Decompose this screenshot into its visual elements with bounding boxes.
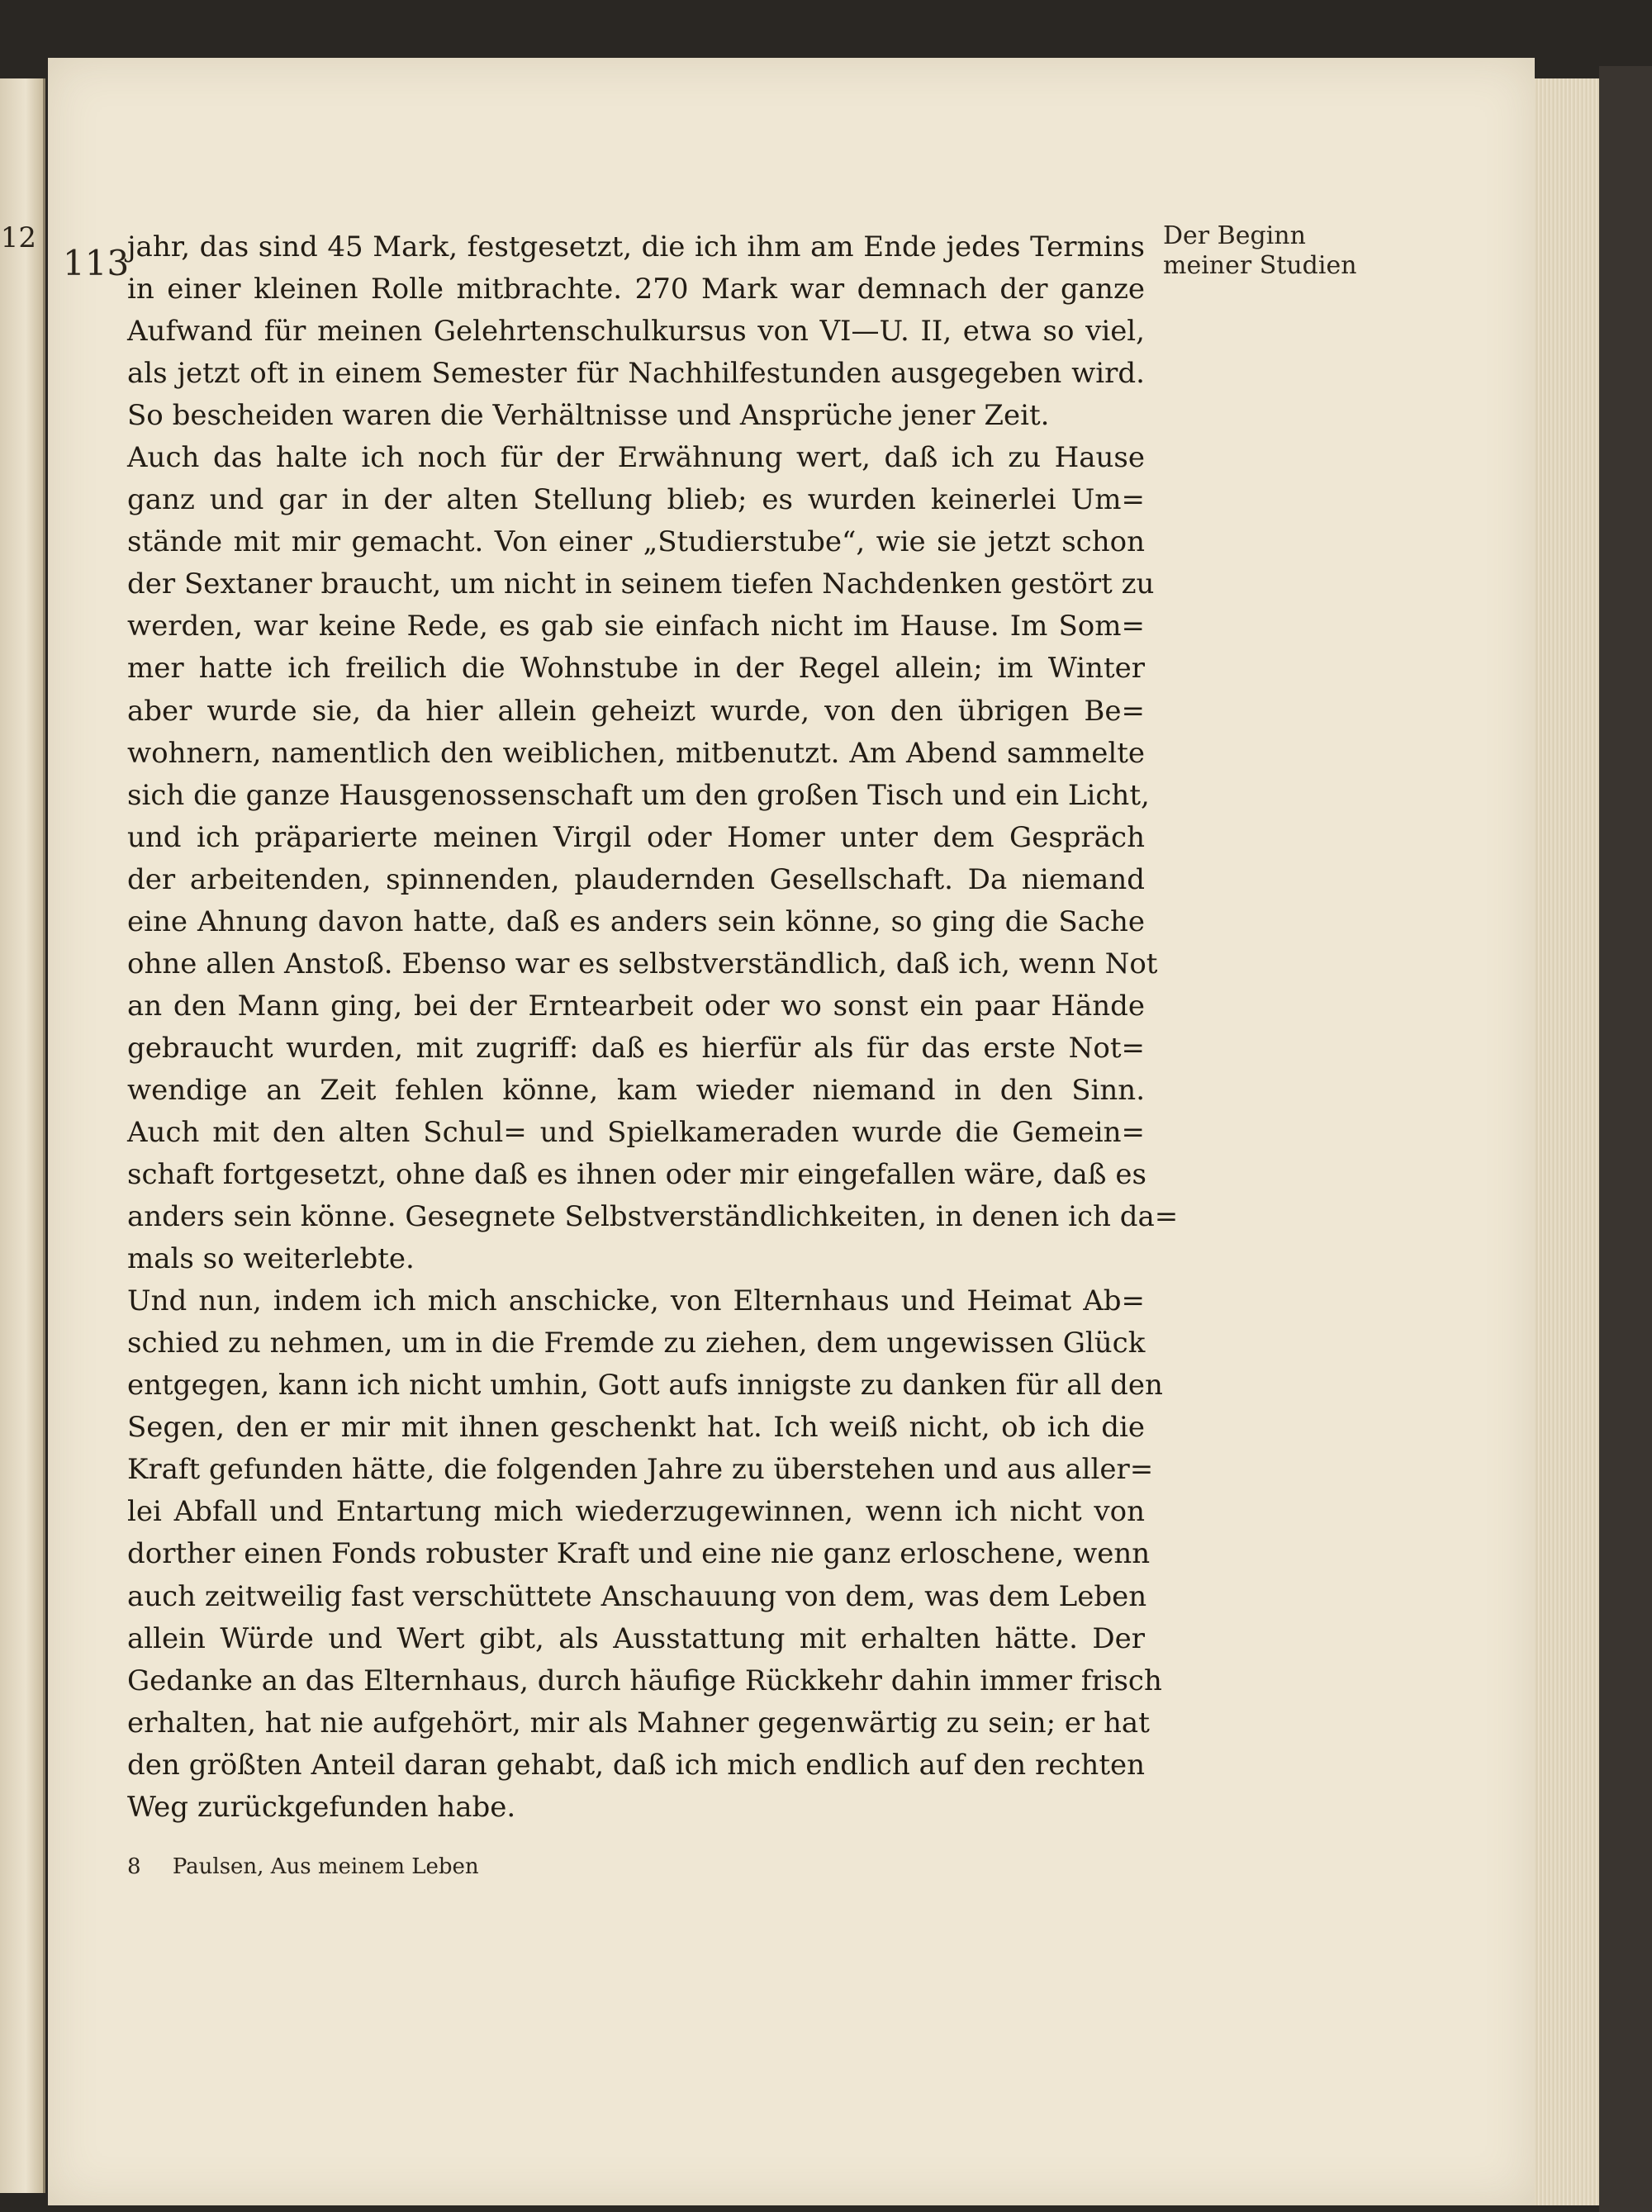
text-line: aber wurde sie, da hier allein geheizt wurde, von den übrigen Be= — [127, 694, 1145, 728]
left-page-number: 12 — [0, 221, 36, 254]
page-number: 113 — [63, 243, 130, 283]
page-edges — [1535, 78, 1599, 2205]
text-line: entgegen, kann ich nicht umhin, Gott aufs innigste zu danken für all den — [127, 1369, 1163, 1403]
footer-title: Paulsen, Aus meinem Leben — [172, 1854, 479, 1879]
text-line: lei Abfall und Entartung mich wiederzugewinnen, wenn ich nicht von — [127, 1495, 1145, 1529]
text-line: ohne allen Anstoß. Ebenso war es selbstverständlich, daß ich, wenn Not — [127, 947, 1158, 980]
page-footer — [127, 1854, 479, 1879]
text-line: den größten Anteil daran gehabt, daß ich mich endlich auf den rechten — [127, 1748, 1145, 1782]
text-line: Auch mit den alten Schul= und Spielkameraden wurde die Gemein= — [127, 1115, 1145, 1149]
text-line: Aufwand für meinen Gelehrtenschulkursus von VI—U. II, etwa so viel, — [127, 315, 1145, 349]
text-line: ganz und gar in der alten Stellung blieb; es wurden keinerlei Um= — [127, 483, 1145, 517]
text-line: in einer kleinen Rolle mitbrachte. 270 Mark war demnach der ganze — [127, 273, 1145, 306]
text-line: wendige an Zeit fehlen könne, kam wieder niemand in den Sinn. — [127, 1073, 1145, 1107]
text-line: anders sein könne. Gesegnete Selbstverständlichkeiten, in denen ich da= — [127, 1200, 1179, 1234]
text-line: und ich präparierte meinen Virgil oder Homer unter dem Gespräch — [127, 820, 1145, 854]
text-line: So bescheiden waren die Verhältnisse und Ansprüche jener Zeit. — [127, 399, 1050, 433]
text-line: mals so weiterlebte. — [127, 1242, 415, 1276]
marginal-note-line: Der Beginn — [1163, 221, 1306, 250]
text-line: dorther einen Fonds robuster Kraft und eine nie ganz erloschene, wenn — [127, 1537, 1151, 1571]
signature-mark: 8 — [127, 1854, 141, 1879]
text-line: erhalten, hat nie aufgehört, mir als Mahner gegenwärtig zu sein; er hat — [127, 1706, 1150, 1740]
text-line: stände mit mir gemacht. Von einer „Studierstube“, wie sie jetzt schon — [127, 525, 1145, 559]
text-line: Segen, den er mir mit ihnen geschenkt hat. Ich weiß nicht, ob ich die — [127, 1411, 1145, 1445]
text-line: gebraucht wurden, mit zugriff: daß es hierfür als für das erste Not= — [127, 1031, 1145, 1065]
text-line: der Sextaner braucht, um nicht in seinem tiefen Nachdenken gestört zu — [127, 567, 1155, 601]
text-line: Auch das halte ich noch für der Erwähnung wert, daß ich zu Hause — [127, 441, 1145, 475]
marginal-note — [1163, 221, 1378, 281]
text-line: Und nun, indem ich mich anschicke, von Elternhaus und Heimat Ab= — [127, 1284, 1145, 1318]
text-line: auch zeitweilig fast verschüttete Anschauung von dem, was dem Leben — [127, 1579, 1147, 1613]
text-line: der arbeitenden, spinnenden, plaudernden Gesellschaft. Da niemand — [127, 862, 1145, 896]
text-line: allein Würde und Wert gibt, als Ausstattung mit erhalten hätte. Der — [127, 1621, 1145, 1655]
left-page-edge — [0, 78, 45, 2193]
book-cover — [1599, 66, 1652, 2212]
text-line: wohnern, namentlich den weiblichen, mitbenutzt. Am Abend sammelte — [127, 736, 1145, 770]
text-line: Kraft gefunden hätte, die folgenden Jahre zu überstehen und aus aller= — [127, 1453, 1154, 1487]
text-line: mer hatte ich freilich die Wohnstube in der Regel allein; im Winter — [127, 652, 1145, 686]
text-line: als jetzt oft in einem Semester für Nachhilfestunden ausgegeben wird. — [127, 357, 1145, 391]
text-line: eine Ahnung davon hatte, daß es anders sein könne, so ging die Sache — [127, 904, 1145, 938]
text-line: an den Mann ging, bei der Erntearbeit oder wo sonst ein paar Hände — [127, 989, 1145, 1023]
marginal-note-line: meiner Studien — [1163, 251, 1357, 280]
body-text — [127, 226, 1179, 1829]
text-line: jahr, das sind 45 Mark, festgesetzt, die ich ihm am Ende jedes Termins — [127, 230, 1145, 263]
text-line: schied zu nehmen, um in die Fremde zu ziehen, dem ungewissen Glück — [127, 1327, 1146, 1360]
text-line: schaft fortgesetzt, ohne daß es ihnen oder mir eingefallen wäre, daß es — [127, 1158, 1146, 1192]
text-line: sich die ganze Hausgenossenschaft um den großen Tisch und ein Licht, — [127, 778, 1150, 812]
text-line: Gedanke an das Elternhaus, durch häufige Rückkehr dahin immer frisch — [127, 1664, 1162, 1697]
text-line: werden, war keine Rede, es gab sie einfach nicht im Hause. Im Som= — [127, 610, 1145, 643]
text-line: Weg zurückgefunden habe. — [127, 1790, 516, 1824]
